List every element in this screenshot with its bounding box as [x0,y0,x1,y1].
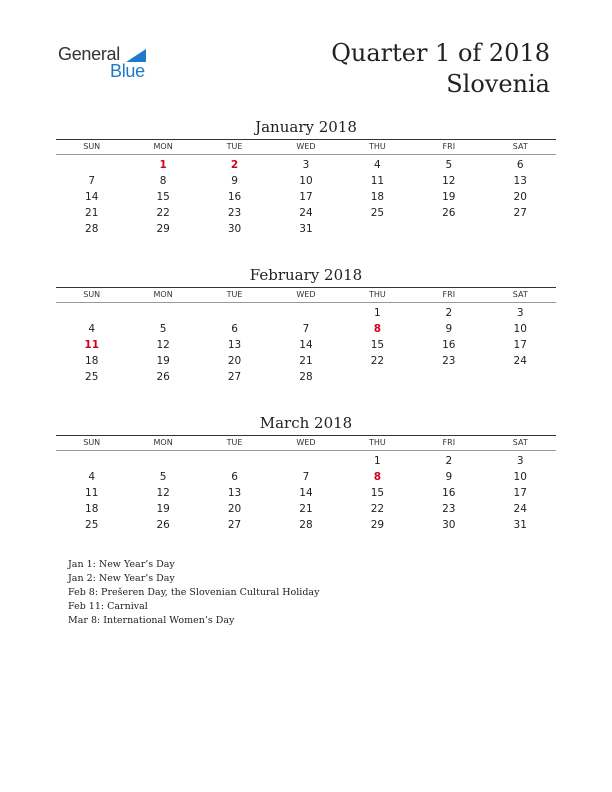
holiday-list [68,558,319,628]
day-cell: 24 [513,503,527,515]
day-cell: 28 [299,519,313,531]
day-cell: 30 [227,223,242,235]
day-cell: 19 [442,191,456,203]
day-cell: 26 [442,207,456,219]
weekday-label: THU [369,290,386,299]
weekday-header [56,436,556,450]
day-cell: 17 [299,191,313,203]
weekday-label: TUE [226,290,243,299]
weekday-label: FRI [442,290,456,299]
day-cell: 15 [370,339,385,351]
day-cell: 13 [227,487,242,499]
weekday-rule [56,450,556,451]
holiday-day-cell: 8 [373,323,382,335]
day-cell [56,453,127,469]
day-cell [270,453,341,469]
holiday-day-cell: 11 [84,339,100,351]
weekday-label: TUE [226,438,243,447]
weekday-header [56,288,556,302]
weekday-label: SAT [512,438,528,447]
day-cell: 4 [88,471,96,483]
day-cell [127,305,198,321]
day-cell: 22 [370,355,385,367]
day-cell: 2 [445,455,453,467]
generalblue-logo [58,44,158,84]
day-cell: 10 [513,323,527,335]
day-cell: 24 [513,355,527,367]
day-cell: 20 [513,191,527,203]
day-cell: 12 [156,339,170,351]
month-title: February 2018 [249,266,363,284]
month-calendar-march [56,414,556,533]
week-row [56,469,556,485]
day-cell: 24 [299,207,313,219]
week-row [56,517,556,533]
weekday-label: FRI [442,142,456,151]
month-calendar-february [56,266,556,385]
day-cell [342,221,413,237]
holiday-entry: Mar 8: International Women’s Day [68,615,235,626]
day-cell: 25 [85,371,99,383]
day-cell: 18 [370,191,385,203]
day-cell: 3 [302,159,310,171]
day-cell: 11 [370,175,385,187]
day-cell [56,157,127,173]
holiday-entry: Jan 1: New Year’s Day [68,559,175,570]
weekday-label: WED [296,142,316,151]
day-cell [199,453,270,469]
month-title: January 2018 [255,118,357,136]
day-cell: 4 [88,323,96,335]
weekday-label: FRI [442,438,456,447]
weekday-label: SAT [512,290,528,299]
day-cell: 21 [299,355,313,367]
weekday-label: MON [153,142,173,151]
week-row [56,501,556,517]
week-row [56,189,556,205]
day-cell: 7 [88,175,96,187]
day-cell: 19 [156,503,170,515]
day-cell: 16 [227,191,242,203]
day-cell [199,305,270,321]
day-cell: 21 [299,503,313,515]
holiday-entry: Feb 8: Prešeren Day, the Slovenian Cultural Holiday [68,587,320,598]
day-cell [127,453,198,469]
day-cell: 30 [442,519,456,531]
day-cell: 20 [227,503,242,515]
week-row [56,305,556,321]
day-cell: 5 [159,323,167,335]
month-title: March 2018 [259,414,353,432]
logo-text-blue: Blue [110,61,145,81]
day-cell: 17 [513,339,527,351]
weekday-label: THU [369,438,386,447]
day-cell: 3 [516,455,524,467]
day-cell [342,369,413,385]
week-row [56,205,556,221]
day-cell [485,369,556,385]
day-cell: 29 [156,223,170,235]
day-cell: 27 [513,207,527,219]
weekday-label: WED [296,438,316,447]
day-cell: 25 [370,207,385,219]
day-cell: 6 [516,159,524,171]
day-cell: 3 [516,307,524,319]
day-cell: 28 [299,371,313,383]
day-cell: 22 [156,207,170,219]
day-cell: 26 [156,371,170,383]
day-cell: 27 [227,519,242,531]
weekday-label: SAT [512,142,528,151]
day-cell: 1 [374,455,381,467]
day-cell: 9 [445,471,453,483]
day-cell: 6 [231,471,238,483]
week-row [56,369,556,385]
weekday-rule [56,302,556,303]
day-cell: 13 [227,339,242,351]
day-cell: 27 [227,371,242,383]
day-cell: 12 [442,175,456,187]
day-cell: 25 [85,519,99,531]
day-cell: 29 [370,519,385,531]
day-cell: 5 [159,471,167,483]
day-cell: 10 [513,471,527,483]
weekday-label: THU [369,142,386,151]
page-title [331,38,550,100]
day-cell: 20 [227,355,242,367]
weekday-label: WED [296,290,316,299]
holiday-day-cell: 2 [230,159,239,171]
day-cell: 2 [445,307,453,319]
day-cell: 10 [299,175,313,187]
day-cell: 23 [227,207,242,219]
weekday-rule [56,154,556,155]
day-cell: 26 [156,519,170,531]
day-cell: 17 [513,487,527,499]
day-cell: 5 [445,159,453,171]
day-cell: 7 [302,323,310,335]
title-quarter: Quarter 1 of 2018 [331,39,550,67]
day-cell: 28 [85,223,99,235]
day-cell: 18 [85,503,99,515]
weekday-label: MON [153,438,173,447]
day-cell [56,305,127,321]
day-cell: 9 [445,323,453,335]
week-row [56,157,556,173]
day-cell: 8 [159,175,167,187]
week-row [56,173,556,189]
weekday-label: SUN [83,142,101,151]
day-cell: 21 [85,207,99,219]
day-cell: 13 [513,175,527,187]
day-cell: 11 [85,487,99,499]
weekday-label: SUN [83,290,101,299]
day-cell: 16 [442,339,456,351]
day-cell: 6 [231,323,238,335]
day-cell: 15 [370,487,385,499]
day-cell: 9 [231,175,238,187]
title-country: Slovenia [446,70,550,98]
holiday-day-cell: 1 [159,159,167,171]
day-cell: 23 [442,355,456,367]
weekday-label: MON [153,290,173,299]
day-cell [413,221,484,237]
week-row [56,353,556,369]
day-cell [413,369,484,385]
holiday-day-cell: 8 [373,471,382,483]
week-row [56,321,556,337]
week-row [56,485,556,501]
day-cell: 19 [156,355,170,367]
day-cell: 15 [156,191,170,203]
week-row [56,337,556,353]
day-cell: 14 [299,487,313,499]
weekday-header [56,140,556,154]
logo-text-general: General [58,44,120,64]
holiday-entry: Jan 2: New Year’s Day [68,573,175,584]
weekday-label: SUN [83,438,101,447]
day-cell: 1 [374,307,381,319]
day-cell: 18 [85,355,99,367]
month-calendar-january [56,118,556,237]
day-cell: 31 [513,519,527,531]
day-cell: 14 [299,339,313,351]
day-cell: 12 [156,487,170,499]
day-cell: 23 [442,503,456,515]
day-cell: 4 [374,159,381,171]
day-cell: 31 [299,223,313,235]
day-cell: 7 [302,471,310,483]
day-cell [485,221,556,237]
weekday-label: TUE [226,142,243,151]
day-cell [270,305,341,321]
day-cell: 22 [370,503,385,515]
week-row [56,221,556,237]
holiday-entry: Feb 11: Carnival [68,601,148,612]
day-cell: 16 [442,487,456,499]
week-row [56,453,556,469]
day-cell: 14 [85,191,99,203]
